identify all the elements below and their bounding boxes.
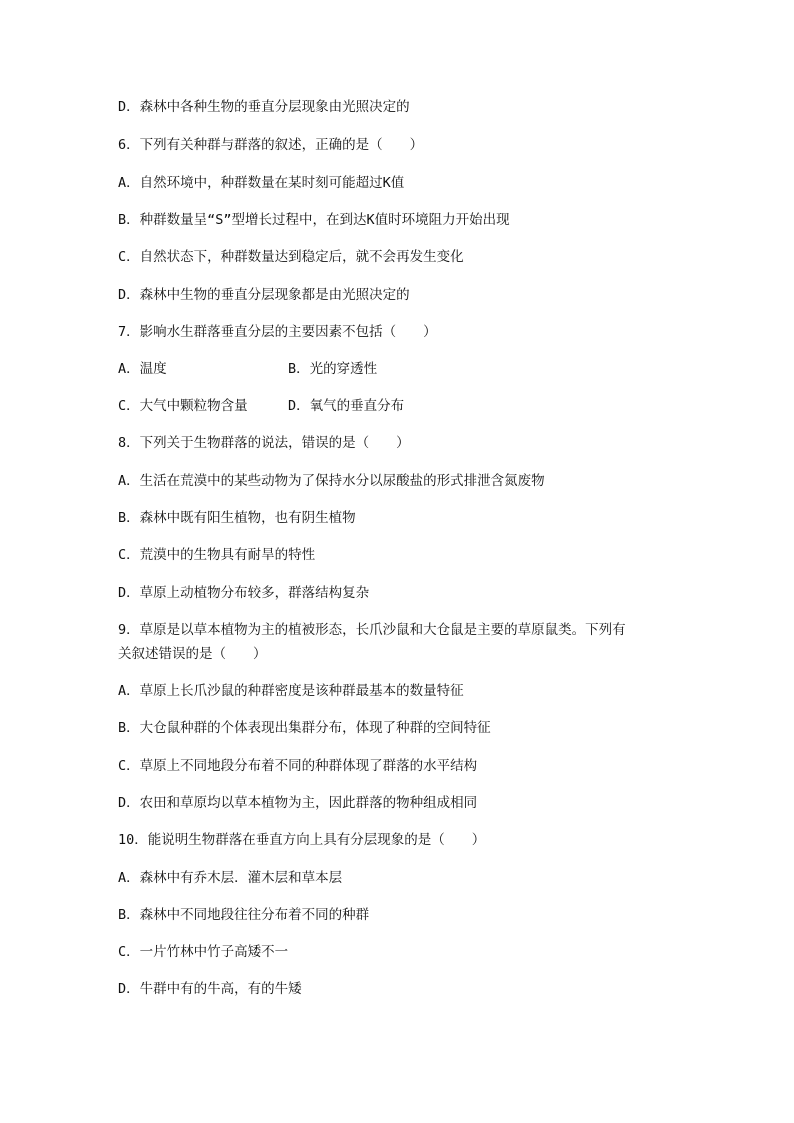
q7-option-a: A．温度 bbox=[118, 361, 167, 377]
q10-stem: 10．能说明生物群落在垂直方向上具有分层现象的是（ ） bbox=[118, 832, 486, 848]
q10-option-a: A．森林中有乔木层．灌木层和草本层 bbox=[118, 870, 343, 886]
q6-option-a: A．自然环境中，种群数量在某时刻可能超过K值 bbox=[118, 175, 405, 191]
q7-stem: 7．影响水生群落垂直分层的主要因素不包括（ ） bbox=[118, 324, 437, 340]
q9-option-a: A．草原上长爪沙鼠的种群密度是该种群最基本的数量特征 bbox=[118, 683, 464, 699]
q9-option-d: D．农田和草原均以草本植物为主，因此群落的物种组成相同 bbox=[118, 795, 478, 811]
q9-option-b: B．大仓鼠种群的个体表现出集群分布，体现了种群的空间特征 bbox=[118, 720, 491, 736]
q8-stem: 8．下列关于生物群落的说法，错误的是（ ） bbox=[118, 435, 410, 451]
q10-option-b: B．森林中不同地段往往分布着不同的种群 bbox=[118, 907, 370, 923]
q8-option-b: B．森林中既有阳生植物，也有阴生植物 bbox=[118, 510, 356, 526]
q10-option-d: D．牛群中有的牛高，有的牛矮 bbox=[118, 981, 302, 997]
q6-option-d: D．森林中生物的垂直分层现象都是由光照决定的 bbox=[118, 287, 410, 303]
q8-option-d: D．草原上动植物分布较多，群落结构复杂 bbox=[118, 585, 370, 601]
q9-option-c: C．草原上不同地段分布着不同的种群体现了群落的水平结构 bbox=[118, 758, 478, 774]
q7-option-d: D．氧气的垂直分布 bbox=[288, 398, 405, 414]
q9-stem-line2: 关叙述错误的是（ ） bbox=[118, 646, 267, 662]
q6-option-b: B．种群数量呈“S”型增长过程中，在到达K值时环境阻力开始出现 bbox=[118, 212, 510, 228]
q10-option-c: C．一片竹林中竹子高矮不一 bbox=[118, 944, 289, 960]
q5-option-d: D．森林中各种生物的垂直分层现象由光照决定的 bbox=[118, 99, 410, 115]
q6-option-c: C．自然状态下，种群数量达到稳定后，就不会再发生变化 bbox=[118, 249, 464, 265]
q6-stem: 6．下列有关种群与群落的叙述，正确的是（ ） bbox=[118, 137, 424, 153]
q8-option-c: C．荒漠中的生物具有耐旱的特性 bbox=[118, 547, 316, 563]
q7-option-b: B．光的穿透性 bbox=[288, 361, 378, 377]
document-page bbox=[118, 0, 678, 1123]
q8-option-a: A．生活在荒漠中的某些动物为了保持水分以尿酸盐的形式排泄含氮废物 bbox=[118, 473, 545, 489]
q7-option-c: C．大气中颗粒物含量 bbox=[118, 398, 248, 414]
q9-stem-line1: 9．草原是以草本植物为主的植被形态，长爪沙鼠和大仓鼠是主要的草原鼠类。下列有 bbox=[118, 622, 626, 638]
